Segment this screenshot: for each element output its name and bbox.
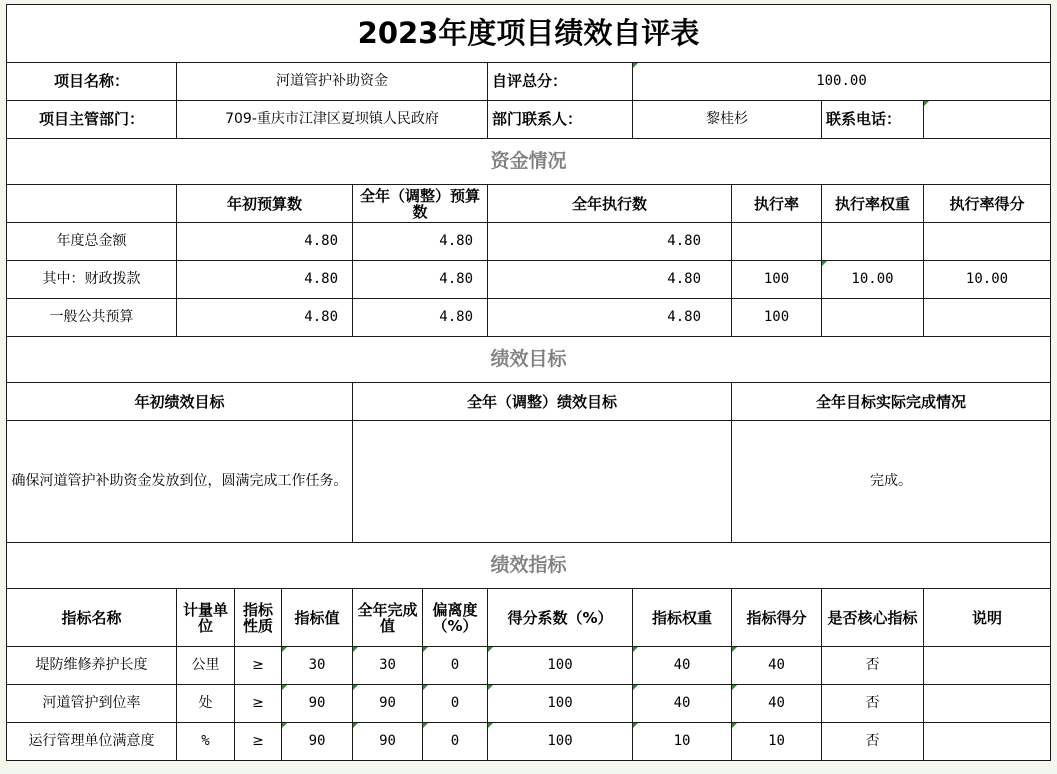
phone-value bbox=[924, 101, 1051, 139]
ind-unit: 处 bbox=[177, 685, 235, 723]
ind-nature: ≥ bbox=[235, 723, 282, 761]
table-row bbox=[7, 261, 1051, 299]
ind-header-value: 指标值 bbox=[282, 589, 353, 647]
ind-header-unit: 计量单位 bbox=[177, 589, 235, 647]
fund-name: 其中：财政拨款 bbox=[7, 261, 177, 299]
ind-header-note: 说明 bbox=[924, 589, 1051, 647]
phone-label: 联系电话： bbox=[822, 101, 924, 139]
project-name-value: 河道管护补助资金 bbox=[177, 63, 488, 101]
ind-value: 90 bbox=[282, 723, 353, 761]
funds-header-weight: 执行率权重 bbox=[822, 185, 924, 223]
goals-actual: 完成。 bbox=[732, 421, 1051, 543]
fund-score bbox=[924, 299, 1051, 337]
fund-rate bbox=[732, 223, 822, 261]
ind-weight: 10 bbox=[633, 723, 732, 761]
table-row bbox=[7, 223, 1051, 261]
ind-score: 40 bbox=[732, 647, 822, 685]
ind-header-core: 是否核心指标 bbox=[822, 589, 924, 647]
goals-section-title: 绩效目标 bbox=[7, 337, 1051, 383]
ind-unit: % bbox=[177, 723, 235, 761]
ind-dev: 0 bbox=[423, 723, 488, 761]
fund-adjusted: 4.80 bbox=[353, 299, 488, 337]
fund-score: 10.00 bbox=[924, 261, 1051, 299]
funds-header-adjusted: 全年（调整）预算数 bbox=[353, 185, 488, 223]
goals-header-initial: 年初绩效目标 bbox=[7, 383, 353, 421]
goals-initial: 确保河道管护补助资金发放到位，圆满完成工作任务。 bbox=[7, 421, 353, 543]
ind-nature: ≥ bbox=[235, 647, 282, 685]
funds-section-title: 资金情况 bbox=[7, 139, 1051, 185]
score-value: 100.00 bbox=[633, 63, 1051, 101]
ind-coef: 100 bbox=[488, 647, 633, 685]
fund-budget: 4.80 bbox=[177, 299, 353, 337]
ind-name: 堤防维修养护长度 bbox=[7, 647, 177, 685]
ind-dev: 0 bbox=[423, 685, 488, 723]
ind-note bbox=[924, 647, 1051, 685]
ind-score: 40 bbox=[732, 685, 822, 723]
ind-header-name: 指标名称 bbox=[7, 589, 177, 647]
table-row bbox=[7, 723, 1051, 761]
goals-header-adjusted: 全年（调整）绩效目标 bbox=[353, 383, 732, 421]
ind-header-score: 指标得分 bbox=[732, 589, 822, 647]
ind-nature: ≥ bbox=[235, 685, 282, 723]
ind-weight: 40 bbox=[633, 685, 732, 723]
dept-label: 项目主管部门： bbox=[7, 101, 177, 139]
ind-value: 90 bbox=[282, 685, 353, 723]
fund-weight bbox=[822, 223, 924, 261]
ind-core: 否 bbox=[822, 647, 924, 685]
contact-label: 部门联系人： bbox=[488, 101, 633, 139]
funds-header-score: 执行率得分 bbox=[924, 185, 1051, 223]
ind-value: 30 bbox=[282, 647, 353, 685]
fund-weight: 10.00 bbox=[822, 261, 924, 299]
funds-header-rate: 执行率 bbox=[732, 185, 822, 223]
fund-score bbox=[924, 223, 1051, 261]
ind-coef: 100 bbox=[488, 685, 633, 723]
fund-name: 年度总金额 bbox=[7, 223, 177, 261]
ind-core: 否 bbox=[822, 685, 924, 723]
ind-core: 否 bbox=[822, 723, 924, 761]
self-evaluation-table bbox=[6, 4, 1051, 761]
ind-done: 90 bbox=[353, 723, 423, 761]
fund-executed: 4.80 bbox=[488, 223, 732, 261]
fund-budget: 4.80 bbox=[177, 223, 353, 261]
ind-coef: 100 bbox=[488, 723, 633, 761]
fund-budget: 4.80 bbox=[177, 261, 353, 299]
score-label: 自评总分： bbox=[488, 63, 633, 101]
fund-adjusted: 4.80 bbox=[353, 261, 488, 299]
ind-header-done: 全年完成值 bbox=[353, 589, 423, 647]
ind-weight: 40 bbox=[633, 647, 732, 685]
ind-header-dev: 偏离度（%） bbox=[423, 589, 488, 647]
ind-header-coef: 得分系数（%） bbox=[488, 589, 633, 647]
table-row bbox=[7, 685, 1051, 723]
fund-executed: 4.80 bbox=[488, 299, 732, 337]
ind-note bbox=[924, 685, 1051, 723]
ind-name: 河道管护到位率 bbox=[7, 685, 177, 723]
page-title: 2023年度项目绩效自评表 bbox=[7, 5, 1051, 63]
ind-name: 运行管理单位满意度 bbox=[7, 723, 177, 761]
project-name-label: 项目名称： bbox=[7, 63, 177, 101]
funds-header-executed: 全年执行数 bbox=[488, 185, 732, 223]
ind-score: 10 bbox=[732, 723, 822, 761]
fund-rate: 100 bbox=[732, 261, 822, 299]
ind-header-weight: 指标权重 bbox=[633, 589, 732, 647]
table-row bbox=[7, 299, 1051, 337]
funds-header-empty bbox=[7, 185, 177, 223]
ind-done: 90 bbox=[353, 685, 423, 723]
ind-note bbox=[924, 723, 1051, 761]
fund-executed: 4.80 bbox=[488, 261, 732, 299]
ind-done: 30 bbox=[353, 647, 423, 685]
ind-dev: 0 bbox=[423, 647, 488, 685]
fund-adjusted: 4.80 bbox=[353, 223, 488, 261]
funds-header-budget: 年初预算数 bbox=[177, 185, 353, 223]
fund-rate: 100 bbox=[732, 299, 822, 337]
dept-value: 709-重庆市江津区夏坝镇人民政府 bbox=[177, 101, 488, 139]
table-row bbox=[7, 647, 1051, 685]
ind-unit: 公里 bbox=[177, 647, 235, 685]
goals-adjusted bbox=[353, 421, 732, 543]
indicators-section-title: 绩效指标 bbox=[7, 543, 1051, 589]
fund-weight bbox=[822, 299, 924, 337]
fund-name: 一般公共预算 bbox=[7, 299, 177, 337]
goals-header-actual: 全年目标实际完成情况 bbox=[732, 383, 1051, 421]
contact-value: 黎桂杉 bbox=[633, 101, 822, 139]
ind-header-nature: 指标性质 bbox=[235, 589, 282, 647]
